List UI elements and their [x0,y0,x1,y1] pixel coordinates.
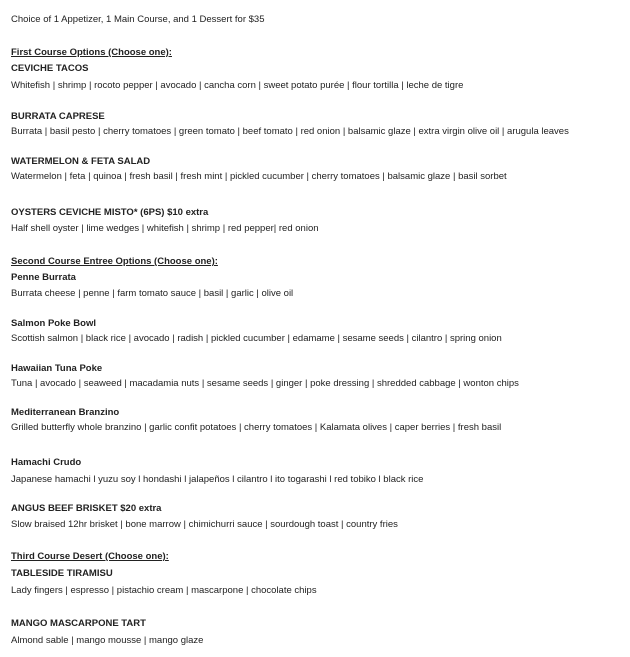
section-heading-third-course: Third Course Desert (Choose one): [11,551,169,562]
dish-name-burrata-caprese: BURRATA CAPRESE [11,111,105,122]
dish-desc-angus-beef-brisket: Slow braised 12hr brisket | bone marrow | chimichurri sauce | sourdough toast | country fries [11,519,398,530]
dish-desc-burrata-caprese: Burrata | basil pesto | cherry tomatoes | green tomato | beef tomato | red onion | balsamic glaze | extra virgin olive oil | arugula leaves [11,126,569,137]
dish-desc-tableside-tiramisu: Lady fingers | espresso | pistachio cream | mascarpone | chocolate chips [11,585,317,596]
dish-desc-penne-burrata: Burrata cheese | penne | farm tomato sauce | basil | garlic | olive oil [11,288,294,299]
dish-desc-oysters-ceviche-misto: Half shell oyster | lime wedges | whitefish | shrimp | red pepper| red onion [11,223,319,234]
dish-desc-ceviche-tacos: Whitefish | shrimp | rocoto pepper | avocado | cancha corn | sweet potato purée | flour tortilla | leche de tigre [11,80,464,91]
dish-desc-salmon-poke-bowl: Scottish salmon | black rice | avocado | radish | pickled cucumber | edamame | sesame seeds | cilantro | spring onion [11,333,502,344]
dish-name-tableside-tiramisu: TABLESIDE TIRAMISU [11,568,113,579]
section-heading-second-course: Second Course Entree Options (Choose one): [11,256,218,267]
dish-name-penne-burrata: Penne Burrata [11,272,76,283]
dish-desc-watermelon-feta-salad: Watermelon | feta | quinoa | fresh basil | fresh mint | pickled cucumber | cherry tomatoes | balsamic glaze | basil sorbet [11,171,507,182]
section-heading-first-course: First Course Options (Choose one): [11,47,172,58]
dish-name-hawaiian-tuna-poke: Hawaiian Tuna Poke [11,363,103,374]
dish-desc-mediterranean-branzino: Grilled butterfly whole branzino | garlic confit potatoes | cherry tomatoes | Kalamata olives | caper berries | fresh basil [11,422,502,433]
dish-desc-mango-mascarpone-tart: Almond sable | mango mousse | mango glaze [11,635,204,646]
dish-desc-hamachi-crudo: Japanese hamachi l yuzu soy l hondashi l jalapeños l cilantro l ito togarashi l red tobiko l black rice [11,474,424,485]
dish-name-salmon-poke-bowl: Salmon Poke Bowl [11,318,96,329]
dish-name-watermelon-feta-salad: WATERMELON & FETA SALAD [11,156,151,167]
dish-name-mediterranean-branzino: Mediterranean Branzino [11,407,120,418]
dish-name-mango-mascarpone-tart: MANGO MASCARPONE TART [11,618,146,629]
dish-name-ceviche-tacos: CEVICHE TACOS [11,63,89,74]
dish-name-hamachi-crudo: Hamachi Crudo [11,457,82,468]
menu-intro: Choice of 1 Appetizer, 1 Main Course, and 1 Dessert for $35 [11,14,265,25]
dish-name-angus-beef-brisket: ANGUS BEEF BRISKET $20 extra [11,503,162,514]
dish-desc-hawaiian-tuna-poke: Tuna | avocado | seaweed | macadamia nuts | sesame seeds | ginger | poke dressing | shredded cabbage | wonton chips [11,378,519,389]
dish-name-oysters-ceviche-misto: OYSTERS CEVICHE MISTO* (6PS) $10 extra [11,207,209,218]
